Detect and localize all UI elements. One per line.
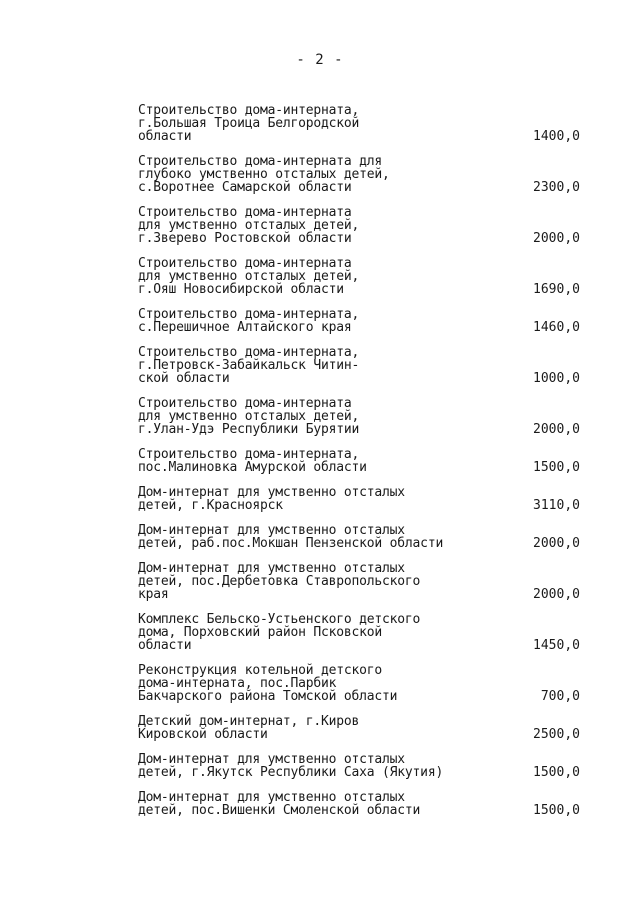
entry-description [138,562,468,601]
entry-description-line: детей, г.Якутск Республики Саха (Якутия) [138,765,444,780]
entry-description-line: дома, Порховский район Псковской [138,625,383,640]
entry-description-line: Кировской области [138,727,268,742]
entry-description-line: г.Зверево Ростовской области [138,231,352,246]
entry-description-line: с.Перешичное Алтайского края [138,320,352,335]
entry-description-line: Комплекс Бельско-Устьенского детского [138,612,421,627]
entry-description [138,664,468,703]
entry-description [138,524,468,550]
entry-description-line: Детский дом-интернат, г.Киров [138,714,360,729]
entry-description-line: дома-интерната, пос.Парбик [138,676,337,691]
entry-description [138,613,468,652]
entry-amount: 1460,0 [533,320,580,335]
entry-description [138,206,468,245]
entry-description-line: для умственно отсталых детей, [138,409,360,424]
entry-description-line: пос.Малиновка Амурской области [138,460,367,475]
entry-description [138,346,468,385]
entry-description-line: г.Ояш Новосибирской области [138,282,344,297]
list-item [138,448,580,474]
entry-description-line: области [138,129,192,144]
entry-amount: 2000,0 [533,536,580,551]
entry-amount: 2500,0 [533,727,580,742]
entry-description-line: г.Петровск-Забайкальск Читин- [138,358,360,373]
entry-description-line: Строительство дома-интерната [138,256,352,271]
entry-description-line: Дом-интернат для умственно отсталых [138,752,405,767]
entry-description [138,753,468,779]
entry-description [138,791,468,817]
list-item [138,397,580,436]
entry-description-line: с.Воротнее Самарской области [138,180,352,195]
entry-description [138,397,468,436]
entry-amount: 2000,0 [533,587,580,602]
entry-description [138,448,468,474]
entry-description-line: г.Улан-Удэ Республики Бурятии [138,422,360,437]
entry-description-line: Реконструкция котельной детского [138,663,383,678]
entry-amount: 1690,0 [533,282,580,297]
list-item [138,308,580,334]
entry-description [138,104,468,143]
entry-description-line: детей, г.Красноярск [138,498,283,513]
list-item [138,155,580,194]
entry-description-line: Строительство дома-интерната, [138,307,360,322]
entry-description-line: Строительство дома-интерната [138,205,352,220]
entry-amount: 1000,0 [533,371,580,386]
entry-description-line: Строительство дома-интерната для [138,154,383,169]
entry-description-line: края [138,587,169,602]
entry-description-line: глубоко умственно отсталых детей, [138,167,390,182]
list-item [138,257,580,296]
entry-description-line: детей, пос.Вишенки Смоленской области [138,803,421,818]
entry-description-line: для умственно отсталых детей, [138,218,360,233]
entry-description-line: детей, раб.пос.Мокшан Пензенской области [138,536,444,551]
entry-amount: 3110,0 [533,498,580,513]
list-item [138,486,580,512]
entry-description-line: Строительство дома-интерната [138,396,352,411]
list-item [138,562,580,601]
entry-amount: 2000,0 [533,422,580,437]
list-item [138,524,580,550]
list-item [138,613,580,652]
list-item [138,753,580,779]
entry-description-line: Строительство дома-интерната, [138,345,360,360]
entry-description-line: ской области [138,371,230,386]
entry-description-line: Дом-интернат для умственно отсталых [138,485,405,500]
entry-amount: 1500,0 [533,765,580,780]
list-item [138,715,580,741]
page-number: - 2 - [296,52,344,68]
list-item [138,664,580,703]
entry-description-line: для умственно отсталых детей, [138,269,360,284]
entry-description-line: области [138,638,192,653]
entry-description-line: Дом-интернат для умственно отсталых [138,523,405,538]
entry-description [138,257,468,296]
entry-description [138,308,468,334]
allocation-list [138,104,580,829]
list-item [138,791,580,817]
entry-description-line: Строительство дома-интерната, [138,103,360,118]
entry-amount: 2000,0 [533,231,580,246]
entry-description [138,155,468,194]
entry-description-line: Строительство дома-интерната, [138,447,360,462]
entry-amount: 1450,0 [533,638,580,653]
entry-amount: 1500,0 [533,803,580,818]
entry-description-line: Дом-интернат для умственно отсталых [138,790,405,805]
entry-amount: 1500,0 [533,460,580,475]
entry-description [138,715,468,741]
entry-amount: 1400,0 [533,129,580,144]
entry-amount: 2300,0 [533,180,580,195]
list-item [138,206,580,245]
entry-description-line: детей, пос.Дербетовка Ставропольского [138,574,421,589]
entry-description-line: Бакчарского района Томской области [138,689,398,704]
entry-description-line: г.Большая Троица Белгородской [138,116,360,131]
entry-description-line: Дом-интернат для умственно отсталых [138,561,405,576]
entry-amount: 700,0 [540,689,580,704]
list-item [138,104,580,143]
list-item [138,346,580,385]
entry-description [138,486,468,512]
